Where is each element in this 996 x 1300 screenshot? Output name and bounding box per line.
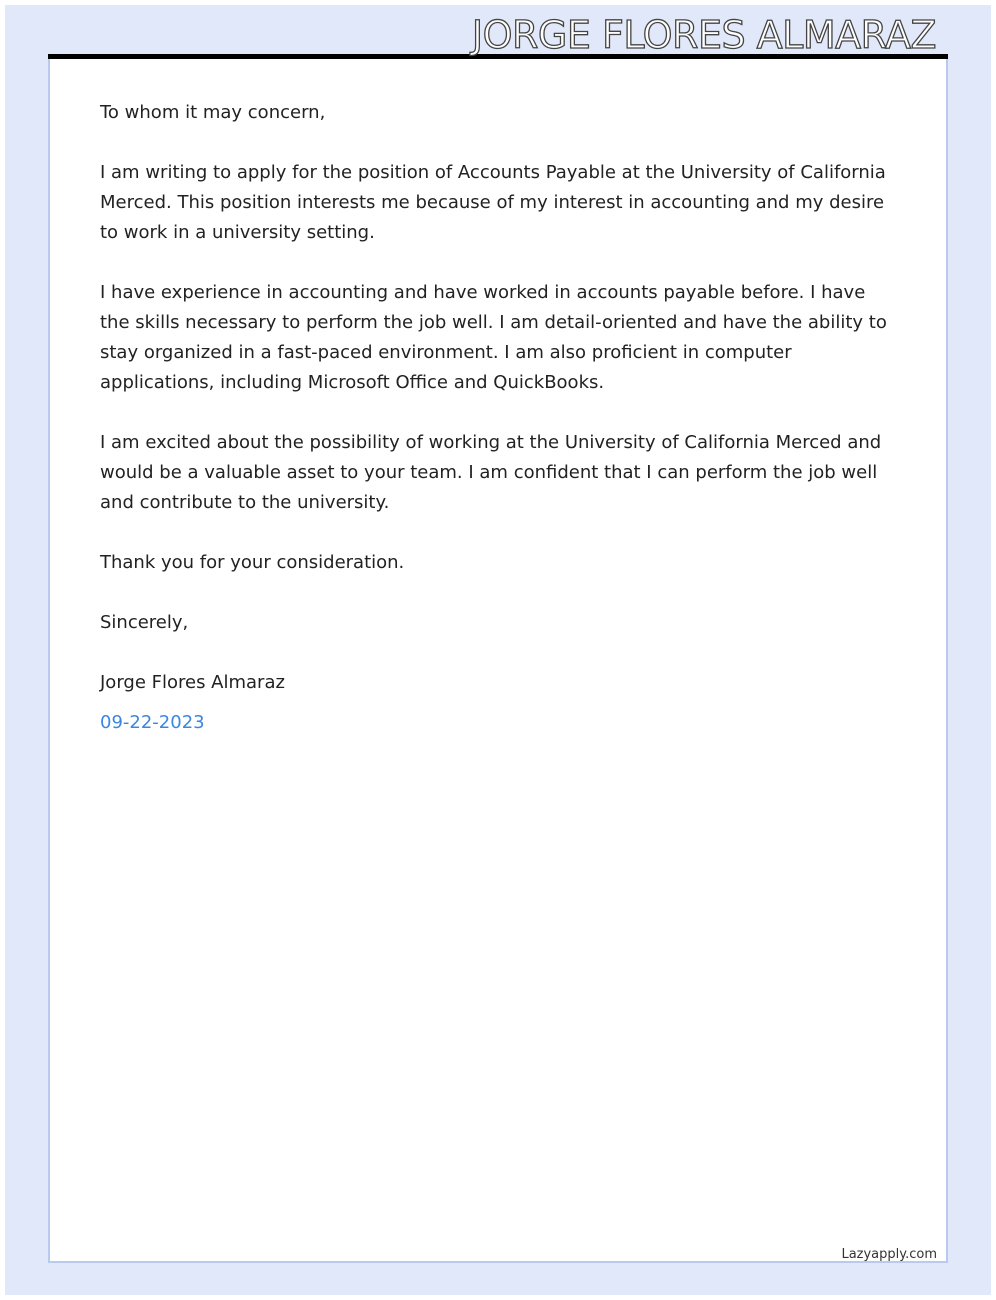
cover-letter-body — [100, 98, 900, 768]
paragraph-closing: I am excited about the possibility of working at the University of California Merced and would be a valuable asset to your team. I am confident that I can perform the job well and contribute to the university. — [100, 432, 882, 513]
paragraph-experience: I have experience in accounting and have worked in accounts payable before. I have the skills necessary to perform the job well. I am detail-oriented and have the ability to stay organized in a fast-paced environment. I am also proficient in computer applications, including Microsoft Office and QuickBooks. — [100, 282, 887, 393]
signature-name: Jorge Flores Almaraz — [100, 672, 285, 693]
salutation: To whom it may concern, — [100, 102, 326, 123]
applicant-name-header: JORGE FLORES ALMARAZ — [471, 13, 936, 57]
letter-date: 09-22-2023 — [100, 712, 205, 733]
thanks-line: Thank you for your consideration. — [100, 552, 405, 573]
paragraph-intro: I am writing to apply for the position of Accounts Payable at the University of California Merced. This position interests me because of my interest in accounting and my desire to work in a university setting. — [100, 162, 886, 243]
footer-brand: Lazyapply.com — [841, 1247, 937, 1262]
closing-line: Sincerely, — [100, 612, 189, 633]
